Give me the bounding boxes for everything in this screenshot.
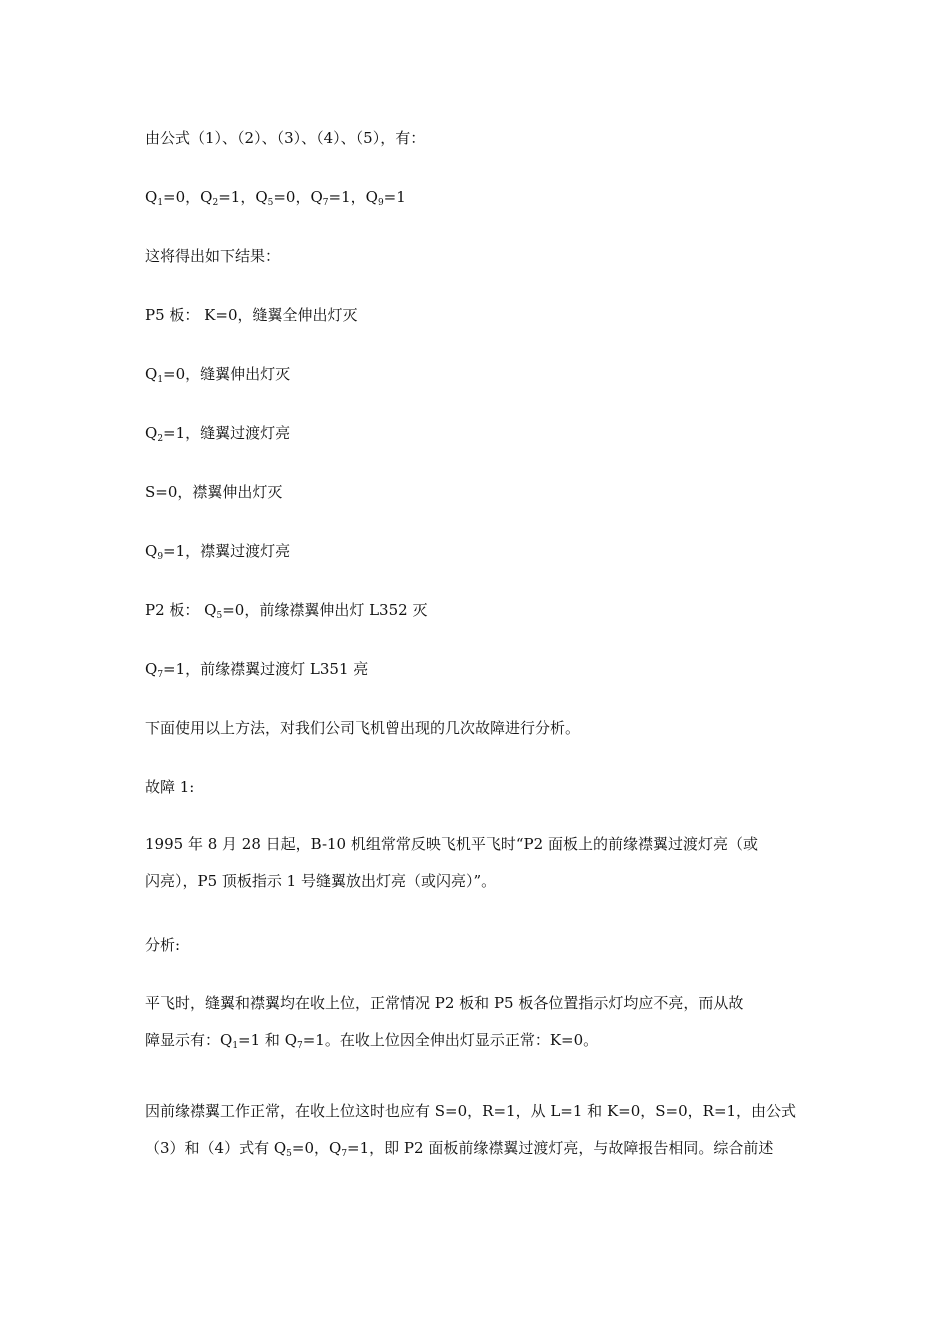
subscript: 7 bbox=[322, 198, 329, 208]
text: Q bbox=[145, 424, 158, 442]
text: =1，襟翼过渡灯亮 bbox=[163, 542, 291, 560]
paragraph-q1 bbox=[145, 364, 810, 384]
text: =1，缝翼过渡灯亮 bbox=[163, 424, 291, 442]
text-line: 平飞时，缝翼和襟翼均在收上位，正常情况 P2 板和 P5 板各位置指示灯均应不亮，而从故 bbox=[145, 994, 744, 1012]
text-line bbox=[145, 1130, 810, 1167]
text: =1。在收上位因全伸出灯显示正常：K=0。 bbox=[302, 1031, 599, 1049]
subscript: 1 bbox=[157, 198, 164, 208]
subscript: 5 bbox=[286, 1149, 292, 1159]
subscript: 7 bbox=[297, 1041, 303, 1051]
text: =0，Q bbox=[163, 188, 213, 206]
subscript: 5 bbox=[216, 611, 223, 621]
text: =1 和 Q bbox=[238, 1031, 297, 1049]
text: 这将得出如下结果： bbox=[145, 247, 281, 265]
text: P2 板： Q bbox=[145, 601, 217, 619]
text: P5 板： K=0，缝翼全伸出灯灭 bbox=[145, 306, 358, 324]
text: 故障 1: bbox=[145, 778, 195, 796]
text-line: 1995 年 8 月 28 日起，B-10 机组常常反映飞机平飞时“P2 面板上的前缘襟翼过渡灯亮（或 bbox=[145, 835, 758, 853]
subscript: 9 bbox=[157, 552, 164, 562]
text: 障显示有：Q bbox=[145, 1031, 233, 1049]
text-line bbox=[145, 1022, 810, 1059]
text: Q bbox=[145, 188, 158, 206]
subscript: 9 bbox=[377, 198, 384, 208]
text: Q bbox=[145, 365, 158, 383]
subscript: 2 bbox=[157, 434, 164, 444]
text: =0，缝翼伸出灯灭 bbox=[163, 365, 291, 383]
text: Q bbox=[145, 542, 158, 560]
paragraph-q2 bbox=[145, 423, 810, 443]
paragraph-results-intro bbox=[145, 246, 810, 266]
text: =1，即 P2 面板前缘襟翼过渡灯亮，与故障报告相同。综合前述 bbox=[347, 1139, 774, 1157]
text: 分析: bbox=[145, 936, 181, 954]
text: （3）和（4）式有 Q bbox=[145, 1139, 287, 1157]
paragraph-q9 bbox=[145, 541, 810, 561]
paragraph-p2-board bbox=[145, 600, 810, 620]
subscript: 7 bbox=[341, 1149, 348, 1159]
subscript: 2 bbox=[212, 198, 219, 208]
text: 由公式（1）、（2）、（3）、（4）、（5），有： bbox=[145, 129, 426, 147]
paragraph-q-values bbox=[145, 187, 810, 207]
subscript: 5 bbox=[267, 198, 274, 208]
text: =0，前缘襟翼伸出灯 L352 灭 bbox=[222, 601, 428, 619]
text: S=0，襟翼伸出灯灭 bbox=[145, 483, 283, 501]
paragraph-fault-description bbox=[145, 826, 810, 900]
paragraph-formula-intro bbox=[145, 128, 810, 148]
subscript: 7 bbox=[157, 670, 164, 680]
subscript: 1 bbox=[157, 375, 164, 385]
text: =0，Q bbox=[273, 188, 323, 206]
paragraph-leading-edge bbox=[145, 1093, 810, 1167]
text-line: 因前缘襟翼工作正常，在收上位这时也应有 S=0，R=1，从 L=1 和 K=0，S=0，R=1，由公式 bbox=[145, 1102, 797, 1120]
paragraph-q7 bbox=[145, 659, 810, 679]
text: Q bbox=[145, 660, 158, 678]
text: =1 bbox=[383, 188, 406, 206]
text: =1，Q bbox=[218, 188, 268, 206]
text: 下面使用以上方法，对我们公司飞机曾出现的几次故障进行分析。 bbox=[145, 719, 581, 737]
heading-fault-1 bbox=[145, 777, 810, 797]
paragraph-level-flight bbox=[145, 985, 810, 1059]
paragraph-analysis-intro bbox=[145, 718, 810, 738]
heading-analysis bbox=[145, 935, 810, 955]
text-line: 闪亮），P5 顶板指示 1 号缝翼放出灯亮（或闪亮）”。 bbox=[145, 872, 497, 890]
paragraph-s bbox=[145, 482, 810, 502]
text: =0，Q bbox=[291, 1139, 342, 1157]
subscript: 1 bbox=[232, 1041, 239, 1051]
text: =1，Q bbox=[328, 188, 378, 206]
paragraph-p5-board bbox=[145, 305, 810, 325]
text: =1，前缘襟翼过渡灯 L351 亮 bbox=[163, 660, 369, 678]
